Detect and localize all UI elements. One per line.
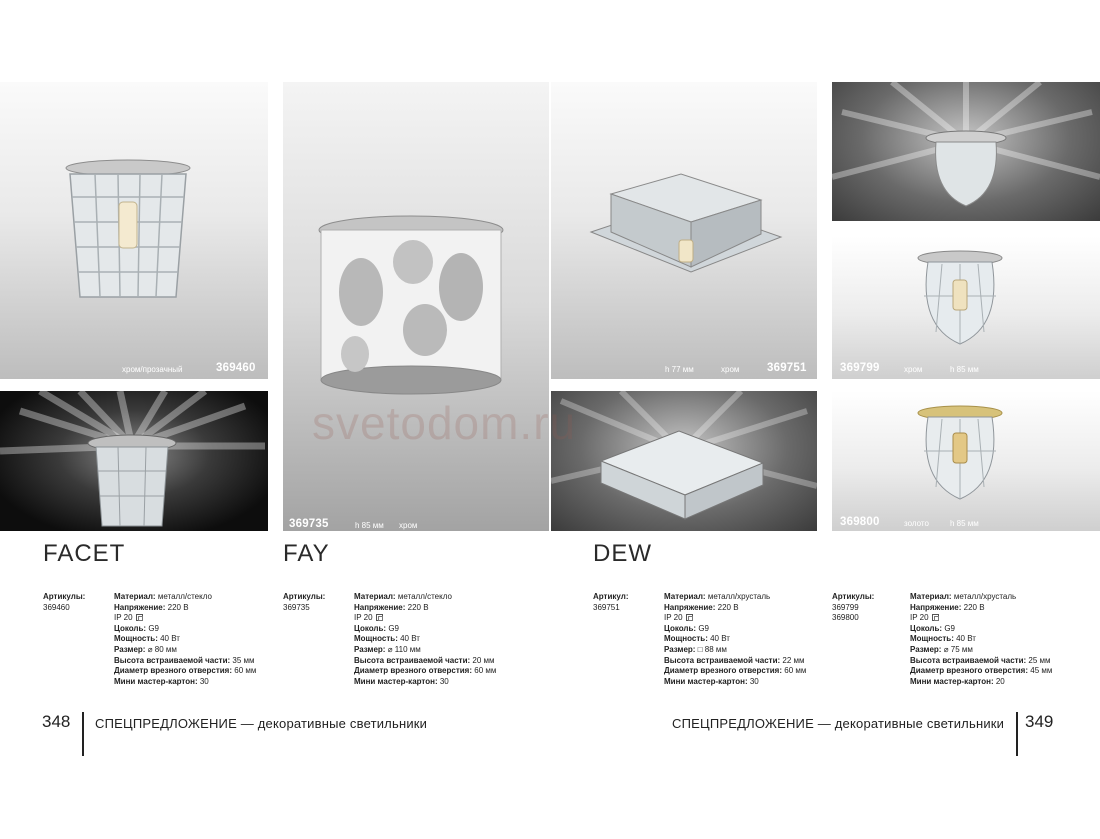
product-name-dew: DEW — [593, 540, 652, 567]
articles-label: Артикул: — [593, 592, 629, 601]
spec-label: Напряжение: — [354, 602, 406, 612]
watermark: svetodom.ru — [312, 397, 577, 449]
spec-value: металл/хрусталь — [953, 592, 1017, 601]
article-number: 369460 — [43, 602, 70, 612]
spec-value: G9 — [698, 623, 709, 633]
photo-caption-finish: хром/прозачный — [122, 365, 183, 374]
photo-caption-height: h 85 мм — [950, 365, 979, 374]
crystal-chrome-lamp-image — [832, 236, 1100, 379]
spec-value: □ 88 мм — [697, 644, 727, 654]
spec-label: Размер: — [114, 644, 146, 654]
spec-label: Мини мастер-картон: — [354, 676, 438, 686]
spec-value: металл/стекло — [157, 592, 212, 601]
spec-label: Высота встраиваемой части: — [114, 655, 231, 665]
spec-value: 40 Вт — [956, 634, 976, 644]
photo-caption-height: h 85 мм — [355, 521, 384, 530]
spec-label: Материал: — [354, 592, 396, 601]
ip-icon — [686, 614, 693, 621]
spec-value: 60 мм — [234, 666, 257, 676]
specs-block-fay — [354, 592, 496, 687]
crystal-light-rays-image — [832, 82, 1100, 221]
page-number-right: 349 — [1025, 712, 1054, 731]
articles-block-facet — [43, 592, 85, 613]
articles-block-fay — [283, 592, 325, 613]
spec-label: Материал: — [114, 592, 156, 601]
spec-label: Мощность: — [664, 634, 708, 644]
spec-label: Мини мастер-картон: — [664, 676, 748, 686]
photo-caption-height: h 85 мм — [950, 519, 979, 528]
specs-block-dew — [664, 592, 806, 687]
ip-rating: IP 20 — [114, 613, 133, 623]
fay-lamp-image — [283, 82, 549, 531]
photo-caption-finish: золото — [904, 519, 929, 528]
spec-label: Мощность: — [910, 634, 954, 644]
footer-divider-right — [1016, 712, 1018, 756]
footer-divider-left — [82, 712, 84, 756]
page-title-left: СПЕЦПРЕДЛОЖЕНИЕ — декоративные светильники — [95, 716, 428, 731]
spec-label: Высота встраиваемой части: — [354, 655, 471, 665]
spec-label: Цоколь: — [664, 623, 697, 633]
spec-label: Диаметр врезного отверстия: — [664, 666, 783, 676]
spec-label: Высота встраиваемой части: — [910, 655, 1027, 665]
spec-value: 20 мм — [472, 655, 495, 665]
photo-caption-finish: хром — [904, 365, 923, 374]
spec-value: 25 мм — [1028, 655, 1051, 665]
spec-label: Материал: — [664, 592, 706, 601]
article-number: 369735 — [283, 602, 310, 612]
spec-label: Размер: — [910, 644, 942, 654]
spec-label: Материал: — [910, 592, 952, 601]
spec-value: 30 — [199, 676, 209, 686]
spec-value: 220 В — [717, 602, 739, 612]
spec-value: ⌀ 75 мм — [943, 644, 973, 654]
photo-dew-lit — [551, 391, 817, 531]
ip-rating: IP 20 — [910, 613, 929, 623]
spec-label: Мини мастер-картон: — [114, 676, 198, 686]
spec-value: 30 — [749, 676, 759, 686]
spec-label: Диаметр врезного отверстия: — [910, 666, 1029, 676]
article-number: 369800 — [832, 613, 859, 623]
spec-value: G9 — [148, 623, 159, 633]
spec-value: металл/хрусталь — [707, 592, 771, 601]
product-name-facet: FACET — [43, 540, 126, 567]
spec-value: 30 — [439, 676, 449, 686]
photo-article-number: 369799 — [840, 362, 880, 374]
articles-block-crystal — [832, 592, 874, 624]
page-title-right: СПЕЦПРЕДЛОЖЕНИЕ — декоративные светильники — [672, 716, 1005, 731]
spec-label: Цоколь: — [114, 623, 147, 633]
ip-rating: IP 20 — [664, 613, 683, 623]
spec-value: G9 — [944, 623, 955, 633]
spec-label: Цоколь: — [910, 623, 943, 633]
spec-value: ⌀ 80 мм — [147, 644, 177, 654]
spec-label: Напряжение: — [114, 602, 166, 612]
spec-label: Напряжение: — [910, 602, 962, 612]
spec-label: Мощность: — [114, 634, 158, 644]
spec-label: Напряжение: — [664, 602, 716, 612]
spec-value: металл/стекло — [397, 592, 452, 601]
dew-lamp-image — [551, 82, 817, 379]
spec-value: G9 — [388, 623, 399, 633]
spec-label: Размер: — [664, 644, 696, 654]
dew-light-rays-image — [551, 391, 817, 531]
spec-value: ⌀ 110 мм — [387, 644, 421, 654]
ip-icon — [136, 614, 143, 621]
photo-369799 — [832, 236, 1100, 379]
photo-caption-height: h 77 мм — [665, 365, 694, 374]
specs-block-facet — [114, 592, 256, 687]
article-number: 369799 — [832, 602, 859, 612]
photo-caption-finish: хром — [721, 365, 740, 374]
articles-label: Артикулы: — [43, 592, 86, 601]
spec-value: 45 мм — [1030, 666, 1053, 676]
photo-article-number: 369735 — [289, 518, 329, 530]
photo-369799-lit — [832, 82, 1100, 221]
photo-article-number: 369460 — [216, 362, 256, 374]
spec-value: 40 Вт — [710, 634, 730, 644]
photo-dew-369751 — [551, 82, 817, 379]
spec-label: Мини мастер-картон: — [910, 676, 994, 686]
spec-label: Цоколь: — [354, 623, 387, 633]
photo-fay-369735 — [283, 82, 549, 531]
spec-value: 220 В — [167, 602, 189, 612]
photo-article-number: 369751 — [767, 362, 807, 374]
spec-label: Мощность: — [354, 634, 398, 644]
spec-value: 35 мм — [232, 655, 255, 665]
articles-block-dew — [593, 592, 629, 613]
spec-label: Диаметр врезного отверстия: — [114, 666, 233, 676]
spec-label: Диаметр врезного отверстия: — [354, 666, 473, 676]
product-name-fay: FAY — [283, 540, 330, 567]
photo-facet-369460 — [0, 82, 268, 379]
articles-label: Артикулы: — [832, 592, 875, 601]
spec-label: Размер: — [354, 644, 386, 654]
facet-light-rays-image — [0, 391, 268, 531]
ip-icon — [932, 614, 939, 621]
photo-369800 — [832, 391, 1100, 531]
spec-value: 60 мм — [474, 666, 497, 676]
spec-value: 20 — [995, 676, 1005, 686]
photo-caption-finish: хром — [399, 521, 418, 530]
photo-article-number: 369800 — [840, 516, 880, 528]
spec-value: 60 мм — [784, 666, 807, 676]
spec-value: 40 Вт — [400, 634, 420, 644]
ip-rating: IP 20 — [354, 613, 373, 623]
spec-value: 220 В — [963, 602, 985, 612]
spec-value: 220 В — [407, 602, 429, 612]
page-number-left: 348 — [42, 712, 71, 731]
articles-label: Артикулы: — [283, 592, 326, 601]
ip-icon — [376, 614, 383, 621]
spec-label: Высота встраиваемой части: — [664, 655, 781, 665]
photo-facet-lit — [0, 391, 268, 531]
facet-lamp-image — [0, 82, 268, 379]
spec-value: 40 Вт — [160, 634, 180, 644]
crystal-gold-lamp-image — [832, 391, 1100, 531]
specs-block-crystal — [910, 592, 1052, 687]
spec-value: 22 мм — [782, 655, 805, 665]
article-number: 369751 — [593, 602, 620, 612]
